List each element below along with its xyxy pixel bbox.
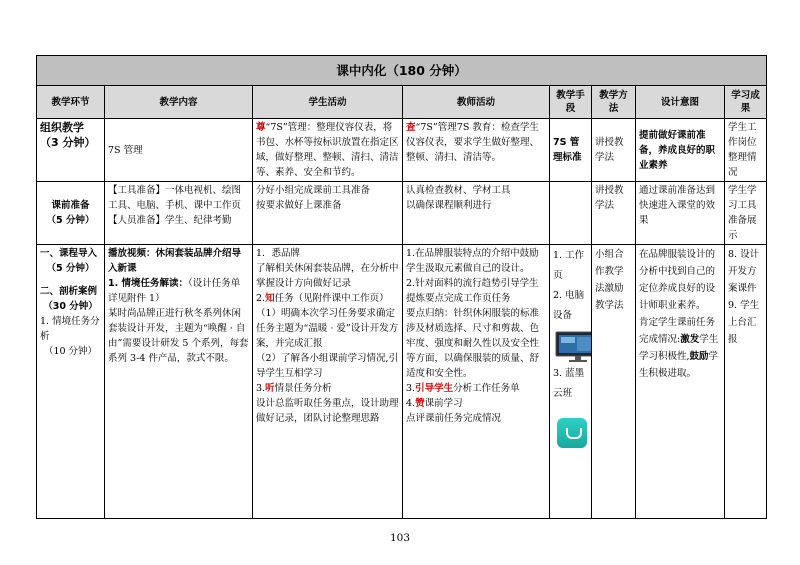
row1-phase (37, 119, 105, 182)
row3-student-1-body: 了解相关休闲套装品牌，在分析中掌握设计方向做好记录 (256, 263, 399, 289)
header-content: 教学内容 (105, 86, 253, 119)
row2-content (105, 182, 253, 245)
row3-phase-intro: 一、课程导入 (40, 248, 98, 259)
row1-teacher (403, 119, 550, 182)
page-number: 103 (389, 532, 411, 544)
row2-student-line2: 按要求做好上课准备 (256, 200, 342, 211)
row1-outcome: 学生工作岗位整理情况 (725, 119, 767, 182)
row1-phase-title: 组织教学 (40, 121, 84, 134)
row3-student-2-title: 任务（见附件课中工作页） (274, 293, 389, 304)
header-outcome: 学习成果 (725, 86, 767, 119)
header-intent: 设计意图 (636, 86, 725, 119)
lesson-plan-table (36, 55, 767, 519)
table-title: 课中内化（180 分钟） (37, 56, 767, 86)
row3-student-2b: （2）了解各小组课前学习情况,引导学生互相学习 (256, 353, 399, 379)
row-organize (37, 119, 767, 182)
row3-outcome: 8. 设计开发方案课件 9. 学生上台汇报 (725, 245, 767, 519)
row2-outcome: 学生学习工具准备展示 (725, 182, 767, 245)
row2-phase-time: （5 分钟） (46, 215, 95, 226)
row3-phase-task: 1. 情境任务分析 (40, 316, 100, 342)
row2-method: 讲授教学法 (592, 182, 636, 245)
row3-student-2-key: 知 (265, 293, 275, 304)
row1-phase-time: （3 分钟） (40, 136, 96, 149)
row3-student (253, 245, 403, 519)
row3-teacher-3-num: 3. (406, 383, 416, 394)
row3-teacher-2b: 要点归纳：针织休闲服装的标准涉及材质选择、尺寸和剪裁、色牢度、强度和耐久性以及安全性等方面，以确保服装的质量、舒适度和安全性。 (406, 308, 540, 379)
row3-teacher-4-key: 赞 (415, 398, 425, 409)
header-teacher: 教师活动 (403, 86, 550, 119)
row1-intent: 提前做好课前准备，养成良好的职业素养 (636, 119, 725, 182)
row3-teacher-4-num: 4. (406, 398, 416, 409)
row3-student-3-body: 设计总监听取任务重点，设计助理做好记录，团队讨论整理思路 (256, 398, 399, 424)
row3-phase-intro-time: （5 分钟） (46, 263, 95, 274)
row2-teacher (403, 182, 550, 245)
row3-teacher (403, 245, 550, 519)
row1-student-text: “7S”管理：整理仪容仪表，将书包、水杯等按标识放置在指定区域，做好整理、整顿、清扫、清洁等、素养、安全和节约。 (256, 122, 399, 178)
row3-teacher-3-key: 引导学生 (415, 383, 454, 394)
smart-screen-icon (555, 330, 592, 362)
row3-intent-1: 在品牌服装设计的分析中找到自己的定位养成良好的设计师职业素养。 (639, 249, 716, 311)
mosoteach-app-icon (557, 418, 587, 448)
row1-teacher-text: “7S”管理7S 教育：检查学生仪容仪表，要求学生做好整理、整顿、清扫、清洁等。 (406, 122, 540, 163)
row2-intent: 通过课前准备达到快速进入课堂的效果 (636, 182, 725, 245)
row-intro (37, 245, 767, 519)
row3-teacher-3-title: 分析工作任务单 (453, 383, 520, 394)
row2-teacher-line1: 认真检查教材、学材工具 (406, 185, 511, 196)
header-method: 教学方法 (592, 86, 636, 119)
row1-teacher-prefix: 查 (406, 122, 416, 133)
row2-student-line1: 分好小组完成课前工具准备 (256, 185, 371, 196)
row3-student-2a: （1）明确本次学习任务要求确定任务主题为“温暖 · 爱”设计开发方案，并完成汇报 (256, 308, 399, 349)
row3-means-3: 3. 蓝墨云班 (553, 368, 585, 399)
row3-means-1: 1. 工作页 (553, 250, 585, 281)
header-phase: 教学环节 (37, 86, 105, 119)
row-prepare (37, 182, 767, 245)
row3-intent (636, 245, 725, 519)
row3-content-video: 播放视频：休闲套装品牌介绍导入新课 (108, 248, 242, 274)
row3-intent-2e: 学生积极进取。 (639, 351, 719, 379)
row2-content-tools: 【工具准备】一体电视机、绘图工具、电脑、手机、课中工作页 (108, 185, 242, 211)
row1-means: 7S 管理标准 (550, 119, 592, 182)
row3-teacher-4-body: 点评课前任务完成情况 (406, 413, 502, 424)
row1-student (253, 119, 403, 182)
row2-phase-title: 课前准备 (51, 200, 90, 211)
row2-phase (37, 182, 105, 245)
header-row (37, 86, 767, 119)
row3-student-3-key: 听 (265, 383, 275, 394)
row3-phase (37, 245, 105, 519)
row2-student (253, 182, 403, 245)
row3-means-2: 2. 电脑设备 (553, 290, 585, 321)
row3-intent-2a: 肯定学生课前任务完成情况: (639, 317, 716, 345)
header-means: 教学手段 (550, 86, 592, 119)
row3-teacher-2: 2.针对面料的流行趋势引导学生提炼要点完成工作页任务 (406, 278, 539, 304)
title-row (37, 56, 767, 86)
row2-means (550, 182, 592, 245)
row3-teacher-4-title: 课前学习 (424, 398, 463, 409)
row3-student-3-title: 情景任务分析 (274, 383, 332, 394)
row1-student-prefix: 尊 (256, 122, 266, 133)
row2-teacher-line2: 以确保课程顺利进行 (406, 200, 492, 211)
row3-means (550, 245, 592, 519)
row3-method: 小组合作教学法激励教学法 (592, 245, 636, 519)
row3-phase-case-time: （30 分钟） (43, 301, 98, 312)
row1-method: 讲授教学法 (592, 119, 636, 182)
header-student: 学生活动 (253, 86, 403, 119)
row3-intent-2c: 学生学习积极性, (639, 334, 719, 362)
row3-phase-case: 二、剖析案例 (40, 286, 98, 297)
row3-content-task-label: 1. 情境任务解读： (108, 278, 189, 289)
row3-student-3-num: 3. (256, 383, 266, 394)
row3-content (105, 245, 253, 519)
row3-content-task-body: 某时尚品牌正进行秋冬系列休闲套装设计开发，主题为“唤醒 · 自由”需要设计研发 5 个系列，每套系列 3-4 件产品，款式不限。 (108, 308, 249, 364)
row3-student-1-title: 1．悉品牌 (256, 248, 301, 259)
row3-content-task-note: （设计任务单详见附件 1） (108, 278, 241, 304)
row3-student-2-num: 2. (256, 293, 266, 304)
row3-intent-2b: 激发 (680, 334, 700, 345)
row3-teacher-1: 1.在品牌服装特点的介绍中鼓励学生汲取元素做自己的设计。 (406, 248, 539, 274)
row1-content: 7S 管理 (105, 119, 253, 182)
row3-intent-2d: 鼓励 (689, 351, 709, 362)
row2-content-people: 【人员准备】学生、纪律考勤 (108, 215, 232, 226)
row3-phase-task-time: （10 分钟） (43, 346, 98, 357)
